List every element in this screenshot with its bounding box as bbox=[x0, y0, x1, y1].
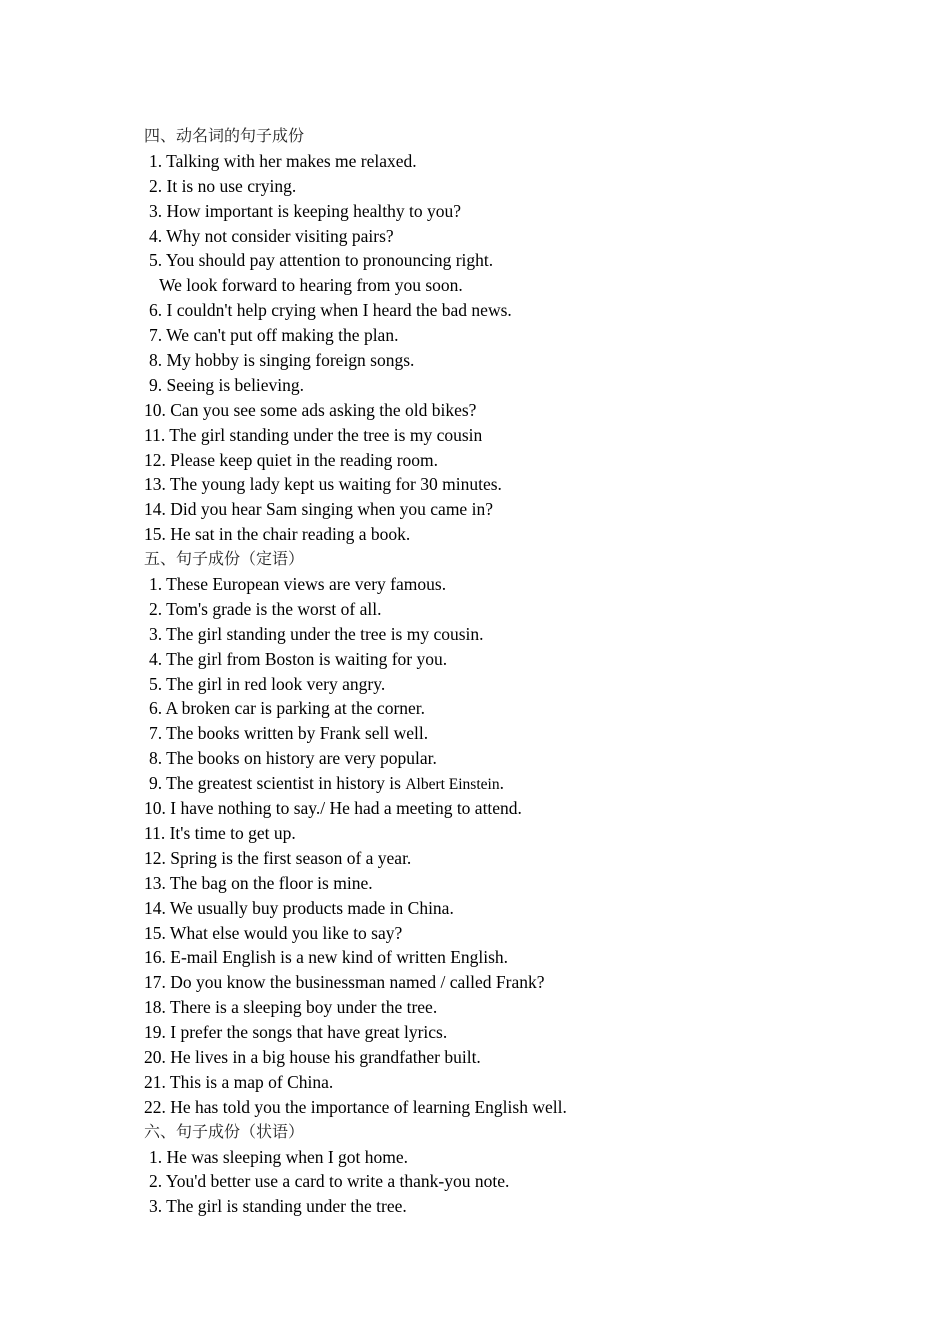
sentence-item: 13. The young lady kept us waiting for 30 minutes. bbox=[144, 474, 502, 495]
sentence-item: 14. Did you hear Sam singing when you came in? bbox=[144, 499, 493, 520]
sentence-item: 3. How important is keeping healthy to you? bbox=[149, 200, 462, 221]
sentence-item: 4. Why not consider visiting pairs? bbox=[149, 225, 394, 246]
sentence-item: 3. The girl is standing under the tree. bbox=[149, 1196, 407, 1217]
sentence-item: 10. I have nothing to say./ He had a meeting to attend. bbox=[144, 798, 522, 819]
sentence-item: 10. Can you see some ads asking the old bikes? bbox=[144, 399, 477, 420]
sentence-item: 6. I couldn't help crying when I heard the bad news. bbox=[149, 300, 512, 321]
sentence-item: 17. Do you know the businessman named / called Frank? bbox=[144, 972, 545, 993]
sentence-item: 21. This is a map of China. bbox=[144, 1071, 334, 1092]
sentence-item: 22. He has told you the importance of learning English well. bbox=[144, 1096, 567, 1117]
sentence-item: 2. You'd better use a card to write a thank-you note. bbox=[149, 1171, 510, 1192]
section-heading-attribute: 五、句子成份（定语） bbox=[144, 549, 305, 569]
sentence-text: 9. The greatest scientist in history is bbox=[149, 773, 406, 794]
document-body bbox=[144, 124, 844, 1219]
sentence-item: 2. Tom's grade is the worst of all. bbox=[149, 598, 382, 619]
sentence-item: 4. The girl from Boston is waiting for you. bbox=[149, 648, 448, 669]
sentence-item: 2. It is no use crying. bbox=[149, 175, 297, 196]
sentence-item: 7. The books written by Frank sell well. bbox=[149, 723, 429, 744]
sentence-item: 6. A broken car is parking at the corner. bbox=[149, 698, 426, 719]
sentence-item: 8. The books on history are very popular. bbox=[149, 748, 437, 769]
sentence-item: 13. The bag on the floor is mine. bbox=[144, 872, 373, 893]
sentence-item: 14. We usually buy products made in China. bbox=[144, 897, 454, 918]
sentence-item: 1. These European views are very famous. bbox=[149, 574, 447, 595]
sentence-end: . bbox=[499, 773, 504, 794]
person-name: Albert Einstein bbox=[405, 776, 500, 794]
sentence-item: 1. He was sleeping when I got home. bbox=[149, 1146, 409, 1167]
sentence-item bbox=[144, 771, 844, 796]
sentence-item: 11. The girl standing under the tree is my cousin bbox=[144, 424, 483, 445]
sentence-item-continuation: We look forward to hearing from you soon. bbox=[159, 275, 463, 296]
sentence-item: 18. There is a sleeping boy under the tree. bbox=[144, 997, 438, 1018]
section-heading-adverbial: 六、句子成份（状语） bbox=[144, 1121, 305, 1141]
section-heading-gerund: 四、动名词的句子成份 bbox=[144, 126, 305, 145]
sentence-item: 5. The girl in red look very angry. bbox=[149, 673, 386, 694]
sentence-item: 12. Please keep quiet in the reading room. bbox=[144, 449, 439, 470]
sentence-item: 19. I prefer the songs that have great lyrics. bbox=[144, 1022, 448, 1043]
sentence-item: 15. He sat in the chair reading a book. bbox=[144, 524, 411, 545]
sentence-item: 16. E-mail English is a new kind of written English. bbox=[144, 947, 509, 968]
sentence-item: 7. We can't put off making the plan. bbox=[149, 325, 399, 346]
sentence-item: 12. Spring is the first season of a year. bbox=[144, 847, 412, 868]
sentence-item: 8. My hobby is singing foreign songs. bbox=[149, 350, 415, 371]
sentence-item: 9. Seeing is believing. bbox=[149, 374, 305, 395]
sentence-item: 3. The girl standing under the tree is my cousin. bbox=[149, 623, 484, 644]
sentence-item: 5. You should pay attention to pronouncing right. bbox=[149, 250, 494, 271]
sentence-item: 15. What else would you like to say? bbox=[144, 922, 403, 943]
sentence-item: 1. Talking with her makes me relaxed. bbox=[149, 150, 417, 171]
sentence-item: 20. He lives in a big house his grandfather built. bbox=[144, 1046, 481, 1067]
sentence-item: 11. It's time to get up. bbox=[144, 822, 296, 843]
